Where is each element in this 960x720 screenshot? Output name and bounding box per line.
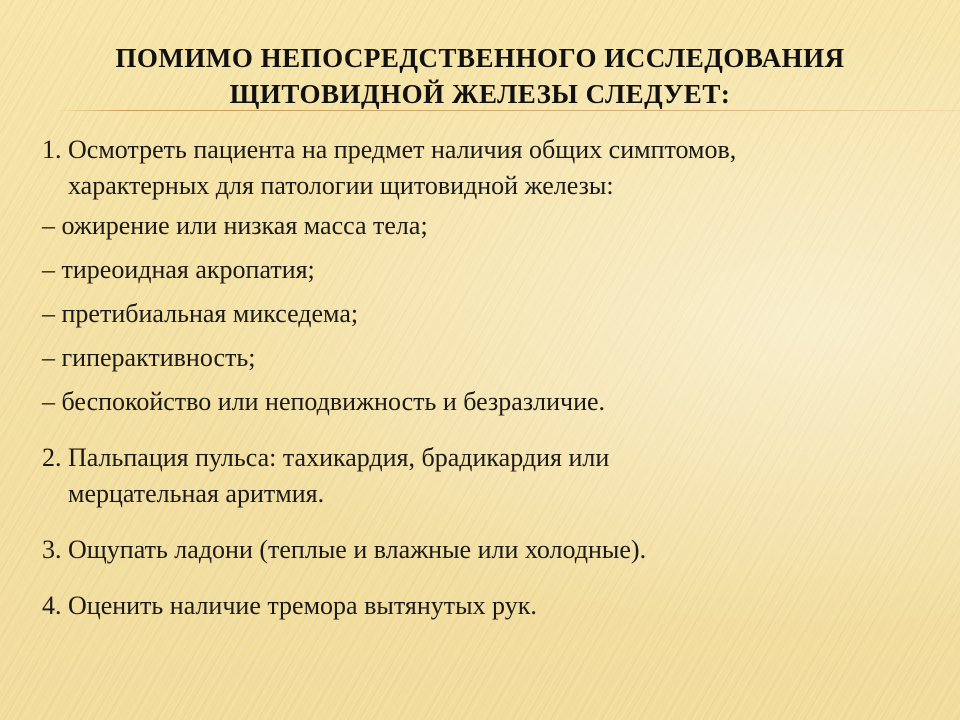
title-divider xyxy=(57,110,960,111)
symptom-item: – беспокойство или неподвижность и безразличие. xyxy=(42,387,606,416)
item-number: 4. xyxy=(42,591,62,620)
symptom-item: – гиперактивность; xyxy=(42,343,256,372)
list-item-3 xyxy=(42,532,932,568)
title-line-2: ЩИТОВИДНОЙ ЖЕЛЕЗЫ СЛЕДУЕТ: xyxy=(229,79,731,109)
item-text: Ощупать ладони (теплые и влажные или холодные). xyxy=(68,535,647,564)
item-text-continued: характерных для патологии щитовидной железы: xyxy=(68,171,614,200)
symptom-item: – претибиальная микседема; xyxy=(42,299,359,328)
title-line-1: ПОМИМО НЕПОСРЕДСТВЕННОГО ИССЛЕДОВАНИЯ xyxy=(115,43,845,73)
item-text: Осмотреть пациента на предмет наличия общих симптомов, xyxy=(68,135,737,164)
symptom-item: – тиреоидная акропатия; xyxy=(42,255,315,284)
list-item-2 xyxy=(42,440,932,512)
symptom-item: – ожирение или низкая масса тела; xyxy=(42,211,428,240)
list-item-1 xyxy=(42,132,932,204)
item-text: Оценить наличие тремора вытянутых рук. xyxy=(68,591,537,620)
slide-body xyxy=(42,132,932,624)
item-number: 1. xyxy=(42,135,62,164)
item-text: Пальпация пульса: тахикардия, брадикардия или xyxy=(68,443,610,472)
item-number: 3. xyxy=(42,535,62,564)
slide-title xyxy=(40,40,920,112)
item-number: 2. xyxy=(42,443,62,472)
item-text-continued: мерцательная аритмия. xyxy=(68,479,325,508)
list-item-4 xyxy=(42,588,932,624)
